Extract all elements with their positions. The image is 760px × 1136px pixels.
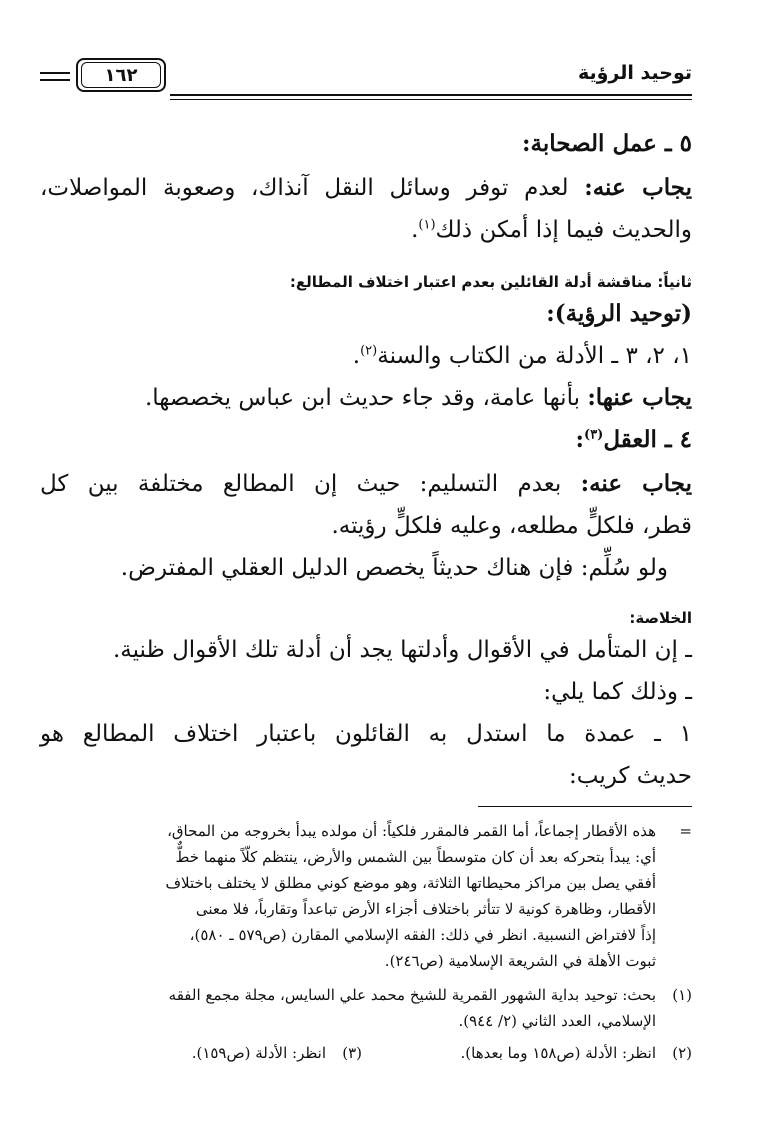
subheading-reason: ٤ ـ العقل$^{(٣)}$: <box>575 426 692 453</box>
footnote-ref: (١) <box>418 217 436 233</box>
footnote-line: ثبوت الأهلة في الشريعة الإسلامية (ص٢٤٦). <box>384 952 656 970</box>
body-line: قطر، فلكلٍّ مطلعه، وعليه فلكلٍّ رؤيته. <box>331 513 692 539</box>
footnote-continued: = هذه الأقطار إجماعاً، أما القمر فالمقرر فلكياً: أن مولده يبدأ بخروجه من المحاق، <box>167 822 692 840</box>
body-line: يجاب عنه: بعدم التسليم: حيث إن المطالع مختلفة بين كل <box>40 470 693 497</box>
body-line: يجاب عنه: لعدم توفر وسائل النقل آنذاك، وصعوبة المواصلات، <box>40 174 692 201</box>
page-number: ١٦٢ <box>104 64 138 86</box>
summary-line: ـ إن المتأمل في الأقوال وأدلتها يجد أن أدلة تلك الأقوال ظنية. <box>112 637 692 663</box>
summary-line: ١ ـ عمدة ما استدل به القائلون باعتبار اختلاف المطالع هو <box>40 721 692 747</box>
body-line: ١، ٢، ٣ ـ الأدلة من الكتاب والسنة$^{(٢)}$. <box>352 343 692 369</box>
section-heading-second: ثانياً: مناقشة أدلة القائلين بعدم اعتبار اختلاف المطالع: <box>289 273 692 291</box>
footnote-1: (١) بحث: توحيد بداية الشهور القمرية للشيخ محمد علي السايس، مجلة مجمع الفقه <box>168 986 692 1004</box>
footnote-ref: (٢) <box>360 343 378 359</box>
summary-heading: الخلاصة: <box>629 609 692 627</box>
footnote-3-text: انظر: الأدلة (ص١٥٩). <box>191 1044 326 1062</box>
body-line: والحديث فيما إذا أمكن ذلك$^{(١)}$. <box>411 217 692 243</box>
subheading-unification: (توحيد الرؤية): <box>546 300 692 327</box>
footnote-line: الإسلامي، العدد الثاني (٢/ ٩٤٤). <box>458 1012 656 1030</box>
footnote-separator <box>478 806 692 807</box>
footnote-line: إذاً لافتراض النسبية. انظر في ذلك: الفقه الإسلامي المقارن (ص٥٧٩ ـ ٥٨٠)، <box>189 926 656 944</box>
footnote-line: أي: يبدأ بتحركه بعد أن كان متوسطاً بين الشمس والأرض، ينتظم كلّاً منهما خطٌّ <box>175 848 656 866</box>
header-rule <box>170 94 692 100</box>
section-heading-companions: ٥ ـ عمل الصحابة: <box>522 130 692 157</box>
footnote-line: الأقطار، وظاهرة كونية لا تتأثر باختلاف أجزاء الأرض تباعداً وتقارباً، فلا معنى <box>195 900 656 918</box>
body-line: ولو سُلِّم: فإن هناك حديثاً يخصص الدليل العقلي المفترض. <box>120 555 668 581</box>
footnote-3-num: (٣) <box>342 1044 362 1062</box>
summary-line: ـ وذلك كما يلي: <box>543 679 692 705</box>
page-number-frame <box>76 58 166 92</box>
footnote-line: أفقي يصل بين مراكز محيطاتها الثلاثة، وهو موضع كوني مطلق لا يختلف باختلاف <box>165 874 656 892</box>
footnote-2-3: (٢) انظر: الأدلة (ص١٥٨ وما بعدها). (٣) انظر: الأدلة (ص١٥٩). <box>40 1040 692 1066</box>
summary-line: حديث كريب: <box>569 763 692 789</box>
footnote-ref: (٣) <box>584 427 604 443</box>
body-line: يجاب عنها: بأنها عامة، وقد جاء حديث ابن عباس يخصصها. <box>144 384 692 411</box>
page-header <box>40 58 692 98</box>
header-ornament <box>40 72 70 81</box>
running-title: توحيد الرؤية <box>577 62 692 84</box>
